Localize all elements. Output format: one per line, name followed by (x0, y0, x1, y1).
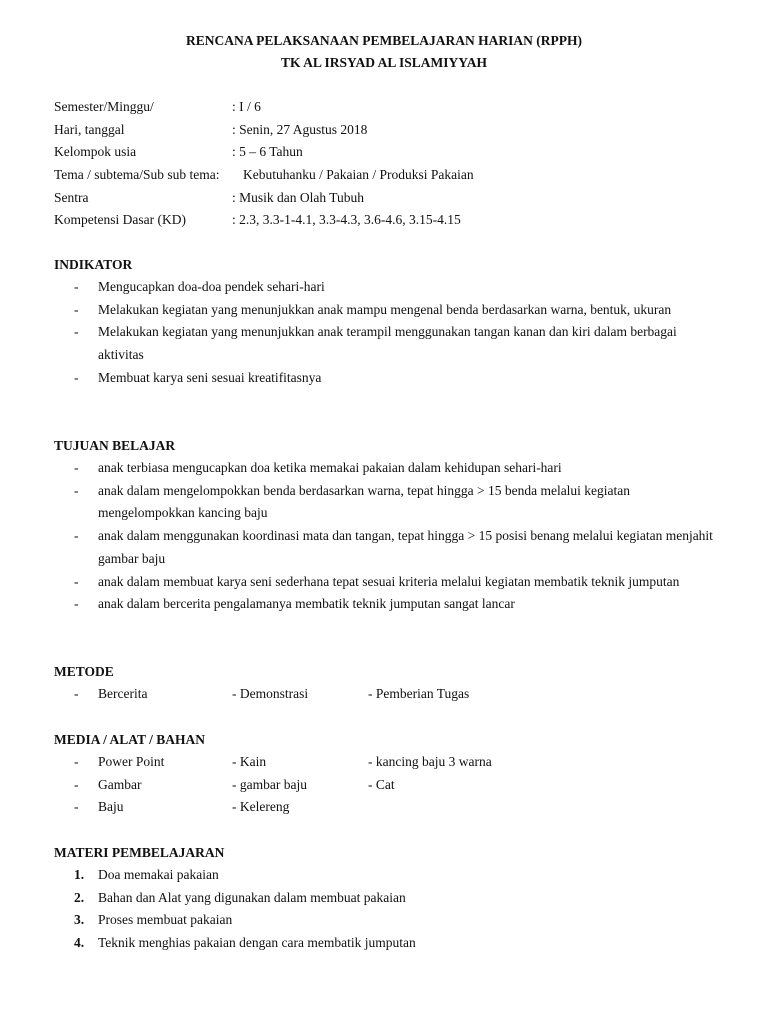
list-item-text: Bahan dan Alat yang digunakan dalam membuat pakaian (98, 889, 406, 905)
list-item (54, 525, 714, 570)
list-item (54, 299, 714, 322)
list-item (54, 864, 714, 887)
list-item-text: anak dalam menggunakan koordinasi mata dan tangan, tepat hingga > 15 posisi benang melalui kegiatan menjahit gambar baju (98, 528, 713, 566)
bullet: - (74, 754, 79, 769)
tujuan-list (54, 457, 714, 616)
media-heading: MEDIA / ALAT / BAHAN (54, 732, 206, 747)
info-value: : Senin, 27 Agustus 2018 (232, 121, 368, 137)
list-item (54, 571, 714, 594)
list-item-text: Mengucapkan doa-doa pendek sehari-hari (98, 279, 325, 294)
info-row-sentra (54, 190, 714, 213)
list-item-text: anak dalam bercerita pengalamanya membatik teknik jumputan sangat lancar (98, 596, 515, 612)
bullet: - (74, 279, 79, 294)
info-label: Sentra (54, 189, 89, 205)
info-block (54, 99, 714, 235)
list-item (54, 796, 714, 819)
bullet: - (74, 799, 79, 815)
info-value: : Musik dan Olah Tubuh (232, 189, 365, 205)
list-item-text: anak terbiasa mengucapkan doa ketika memakai pakaian dalam kehidupan sehari-hari (98, 460, 562, 475)
info-label: Kelompok usia (54, 144, 137, 160)
info-row-theme (54, 167, 714, 190)
list-item (54, 932, 714, 955)
list-item (54, 321, 714, 366)
list-item-text: Melakukan kegiatan yang menunjukkan anak mampu mengenal benda berdasarkan warna, bentuk, ukuran (98, 301, 672, 317)
info-label: Hari, tanggal (54, 121, 125, 137)
bullet: - (74, 573, 79, 589)
col-1-text: Gambar (98, 776, 142, 792)
item-number: 3. (74, 912, 85, 928)
info-value: Kebutuhanku / Pakaian / Produksi Pakaian (243, 167, 474, 183)
col-3-text: - Pemberian Tugas (368, 686, 470, 701)
list-item (54, 457, 714, 480)
info-value: : 5 – 6 Tahun (232, 144, 303, 160)
item-number: 4. (74, 935, 85, 951)
materi-heading: MATERI PEMBELAJARAN (54, 845, 225, 860)
item-number: 2. (74, 889, 85, 905)
document-title: RENCANA PELAKSANAAN PEMBELAJARAN HARIAN (RPPH) (185, 33, 582, 48)
col-3-text: - Cat (368, 776, 395, 792)
list-item (54, 593, 714, 616)
list-item (54, 683, 714, 706)
list-item-text: Doa memakai pakaian (98, 867, 219, 882)
info-row-kd (54, 212, 714, 235)
bullet: - (74, 596, 79, 612)
metode-heading: METODE (54, 664, 114, 679)
indikator-heading: INDIKATOR (54, 257, 133, 272)
bullet: - (74, 460, 79, 475)
col-1-text: Power Point (98, 754, 165, 769)
list-item (54, 276, 714, 299)
item-number: 1. (74, 867, 85, 882)
bullet: - (74, 324, 79, 340)
list-item (54, 480, 714, 525)
list-item-text: Membuat karya seni sesuai kreatifitasnya (98, 369, 322, 385)
materi-list (54, 864, 714, 955)
list-item-text: anak dalam mengelompokkan benda berdasarkan warna, tepat hingga > 15 benda melalui kegiatan mengelompokkan kancing baju (98, 482, 631, 521)
col-1-text: Bercerita (98, 686, 148, 701)
bullet: - (74, 528, 79, 544)
list-item (54, 751, 714, 774)
col-3-text: - kancing baju 3 warna (368, 754, 492, 769)
list-item (54, 367, 714, 390)
media-list (54, 751, 714, 819)
bullet: - (74, 686, 79, 701)
list-item-text: anak dalam membuat karya seni sederhana tepat sesuai kriteria melalui kegiatan membatik teknik jumputan (98, 573, 680, 589)
bullet: - (74, 776, 79, 792)
info-row-age-group (54, 144, 714, 167)
col-2-text: - Kain (232, 754, 267, 769)
list-item-text: Proses membuat pakaian (98, 912, 233, 928)
tujuan-heading: TUJUAN BELAJAR (54, 438, 176, 453)
info-row-date (54, 122, 714, 145)
info-row-semester (54, 99, 714, 122)
info-value: : 2.3, 3.3-1-4.1, 3.3-4.3, 3.6-4.6, 3.15-4.15 (232, 212, 461, 228)
info-label: Semester/Minggu/ (54, 99, 154, 114)
info-label: Tema / subtema/Sub sub tema: (54, 167, 220, 183)
list-item-text: Teknik menghias pakaian dengan cara membatik jumputan (98, 935, 416, 951)
list-item-text: Melakukan kegiatan yang menunjukkan anak terampil menggunakan tangan kanan dan kiri dalam berbagai aktivitas (98, 324, 677, 363)
school-name: TK AL IRSYAD AL ISLAMIYYAH (280, 55, 488, 70)
list-item (54, 774, 714, 797)
metode-list (54, 683, 714, 706)
bullet: - (74, 482, 79, 498)
info-label: Kompetensi Dasar (KD) (54, 212, 186, 228)
col-2-text: - Kelereng (232, 799, 290, 815)
bullet: - (74, 369, 79, 385)
col-2-text: - Demonstrasi (232, 686, 309, 701)
list-item (54, 887, 714, 910)
info-value: : I / 6 (232, 99, 261, 114)
col-1-text: Baju (98, 799, 124, 815)
col-2-text: - gambar baju (232, 776, 307, 792)
indikator-list (54, 276, 714, 390)
list-item (54, 909, 714, 932)
bullet: - (74, 301, 79, 317)
